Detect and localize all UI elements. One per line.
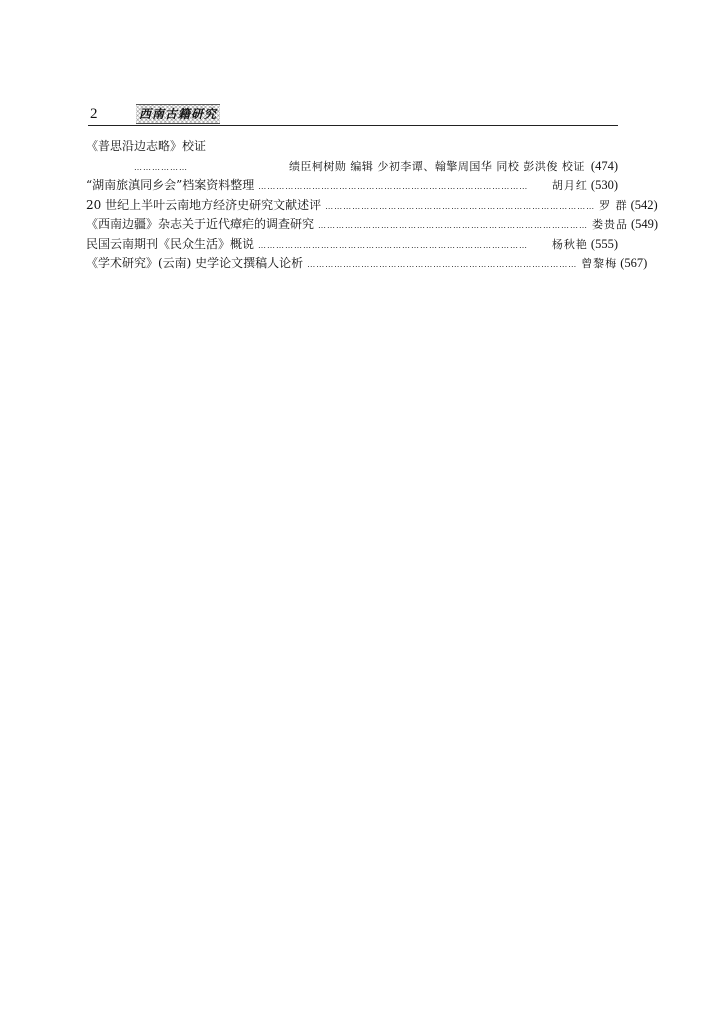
toc-entry-author: 罗 群 bbox=[599, 198, 628, 212]
journal-title-logo: 西南古籍研究 bbox=[136, 104, 220, 124]
toc-entry-title-text: 民国云南期刊《民众生活》概说 bbox=[86, 236, 255, 251]
toc-entry bbox=[86, 215, 659, 235]
toc-entry-credits-text: 绩臣柯树勋 编辑 少初李谭、翰擎周国华 同校 彭洪俊 校证 bbox=[288, 159, 585, 173]
toc-entry-title-text: 《西南边疆》杂志关于近代瘴疟的调查研究 bbox=[86, 217, 315, 231]
toc-entry-title bbox=[86, 137, 618, 157]
toc-entry-title-text: 20 世纪上半叶云南地方经济史研究文献述评 bbox=[86, 197, 322, 212]
toc-entry-author: 杨秋艳 bbox=[551, 237, 588, 251]
toc-entry-page: (530) bbox=[590, 178, 618, 192]
dot-leader: ……………………………………………………………………………… bbox=[258, 182, 529, 191]
running-header bbox=[88, 104, 618, 126]
toc-entry-title-text: 《学术研究》(云南) 史学论文撰稿人论析 bbox=[86, 256, 304, 270]
toc-entry bbox=[86, 196, 658, 216]
table-of-contents bbox=[86, 137, 659, 274]
toc-entry-page: (474) bbox=[590, 158, 618, 173]
toc-entry bbox=[86, 176, 618, 196]
toc-entry-title-text: 《普思沿边志略》校证 bbox=[86, 139, 207, 153]
toc-entry-page: (555) bbox=[590, 236, 618, 251]
dot-leader: ……………………………………………………………………………… bbox=[325, 201, 596, 211]
toc-entry bbox=[86, 254, 648, 274]
toc-entry-author: 胡月红 bbox=[551, 179, 588, 192]
dot-leader: ……………………………………………………………………………… bbox=[258, 240, 529, 250]
header-rule bbox=[88, 125, 618, 126]
dot-leader: ……………………………………………………………………………… bbox=[307, 260, 578, 269]
toc-entry bbox=[86, 235, 618, 255]
toc-entry-page: (542) bbox=[630, 197, 658, 212]
dot-leader: ……………… bbox=[134, 162, 188, 172]
dot-leader: ……………………………………………………………………………… bbox=[318, 221, 589, 230]
toc-entry-credits bbox=[86, 157, 618, 177]
toc-entry-title-text: “湖南旅滇同乡会”档案资料整理 bbox=[86, 178, 255, 192]
toc-entry-page: (567) bbox=[620, 256, 648, 270]
toc-entry-author: 曾黎梅 bbox=[581, 257, 618, 270]
page-number: 2 bbox=[90, 106, 98, 122]
toc-entry-author: 娄贵品 bbox=[592, 218, 629, 231]
toc-entry-page: (549) bbox=[631, 217, 659, 231]
